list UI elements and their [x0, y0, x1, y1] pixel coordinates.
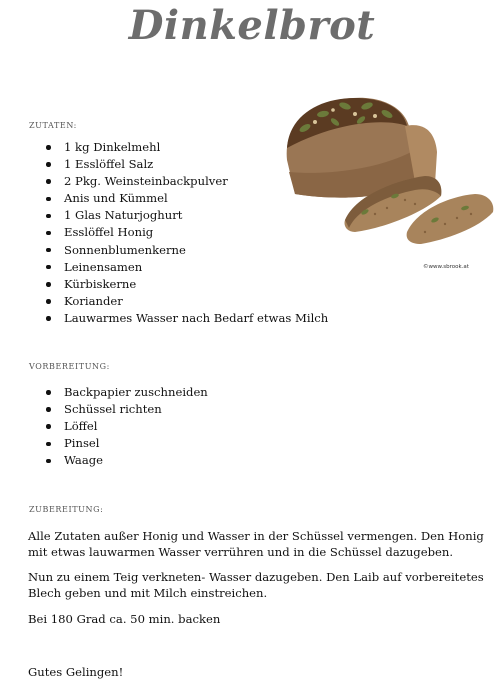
preparation-heading: VORBEREITUNG:	[29, 362, 110, 371]
preparation-list	[46, 384, 208, 469]
list-item: Lauwarmes Wasser nach Bedarf etwas Milch	[46, 310, 328, 327]
list-item: Koriander	[46, 293, 328, 310]
instructions-heading: ZUBEREITUNG:	[29, 505, 104, 514]
page-title: Dinkelbrot	[128, 2, 376, 49]
instruction-paragraph: Alle Zutaten außer Honig und Wasser in der Schüssel vermengen. Den Honig mit etwas lauwarmen Wasser verrühren und in die Schüssel dazugeben.	[28, 529, 484, 560]
list-item: Pinsel	[46, 435, 208, 452]
photo-credit: ©www.sbrook.at	[423, 264, 469, 270]
list-item: Kürbiskerne	[46, 276, 328, 293]
bread-loaf-photo	[275, 92, 497, 252]
list-item: Anis und Kümmel	[46, 190, 328, 207]
closing-text: Gutes Gelingen!	[28, 665, 124, 679]
ingredients-heading: ZUTATEN:	[29, 121, 77, 130]
instruction-paragraph: Bei 180 Grad ca. 50 min. backen	[28, 612, 221, 626]
list-item: Backpapier zuschneiden	[46, 384, 208, 401]
instruction-paragraph: Nun zu einem Teig verkneten- Wasser dazugeben. Den Laib auf vorbereitetes Blech geben und mit Milch einstreichen.	[28, 570, 484, 601]
list-item: Esslöffel Honig	[46, 224, 328, 241]
list-item: 1 Esslöffel Salz	[46, 156, 328, 173]
list-item: 1 Glas Naturjoghurt	[46, 207, 328, 224]
list-item: 1 kg Dinkelmehl	[46, 139, 328, 156]
list-item: 2 Pkg. Weinsteinbackpulver	[46, 173, 328, 190]
list-item: Sonnenblumenkerne	[46, 242, 328, 259]
list-item: Löffel	[46, 418, 208, 435]
list-item: Schüssel richten	[46, 401, 208, 418]
list-item: Leinensamen	[46, 259, 328, 276]
list-item: Waage	[46, 452, 208, 469]
